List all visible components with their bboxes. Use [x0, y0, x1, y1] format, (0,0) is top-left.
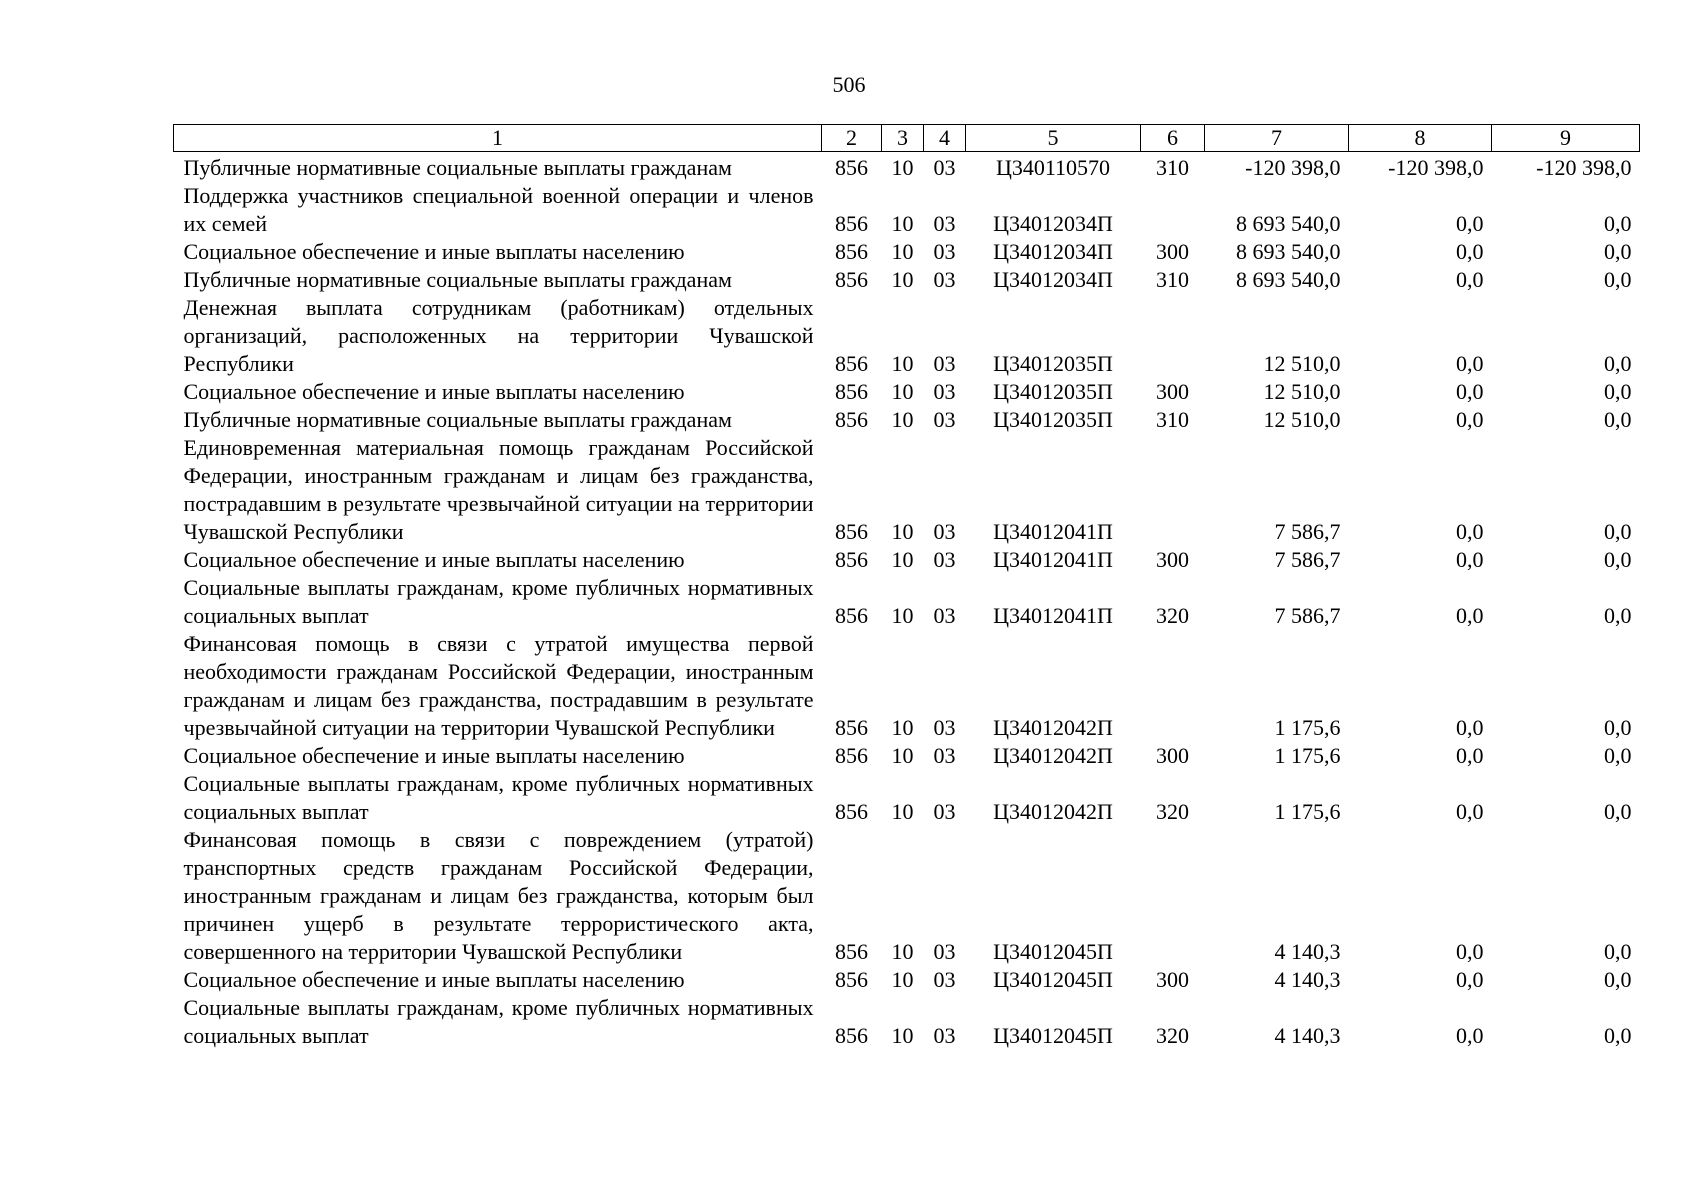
row-col-6: 320 [1156, 799, 1189, 824]
table-row [174, 266, 1640, 294]
budget-table [173, 124, 1640, 1050]
row-col-5: Ц34012035П [993, 379, 1113, 404]
row-col-3: 10 [891, 379, 914, 404]
table-row [174, 966, 1640, 994]
row-col-6 [1141, 826, 1205, 966]
row-col-7: 12 510,0 [1263, 407, 1341, 432]
row-col-7: 12 510,0 [1263, 379, 1341, 404]
row-col-6: 320 [1156, 603, 1189, 628]
row-col-8: 0,0 [1456, 407, 1484, 432]
row-col-8: 0,0 [1456, 379, 1484, 404]
row-col-9: 0,0 [1604, 939, 1632, 964]
row-col-9: 0,0 [1604, 547, 1632, 572]
row-col-3: 10 [891, 743, 914, 768]
row-col-5: Ц34012034П [993, 267, 1113, 292]
row-col-8: 0,0 [1456, 519, 1484, 544]
row-col-6: 300 [1156, 967, 1189, 992]
row-col-5: Ц34012041П [993, 603, 1113, 628]
row-name: Социальные выплаты гражданам, кроме публичных нормативных социальных выплат [183, 995, 814, 1048]
row-col-2: 856 [835, 407, 868, 432]
row-col-3: 10 [891, 211, 914, 236]
row-col-4: 03 [933, 1023, 956, 1048]
row-col-9: 0,0 [1604, 211, 1632, 236]
table-row [174, 238, 1640, 266]
row-col-2: 856 [835, 1023, 868, 1048]
row-col-7: 4 140,3 [1274, 939, 1341, 964]
column-header-4: 4 [924, 125, 966, 152]
row-col-3: 10 [891, 939, 914, 964]
row-col-8: 0,0 [1456, 799, 1484, 824]
row-col-2: 856 [835, 267, 868, 292]
row-col-4: 03 [933, 603, 956, 628]
row-col-9: 0,0 [1604, 603, 1632, 628]
row-col-2: 856 [835, 603, 868, 628]
row-col-3: 10 [891, 603, 914, 628]
row-name: Публичные нормативные социальные выплаты гражданам [183, 407, 732, 432]
row-name: Публичные нормативные социальные выплаты гражданам [183, 267, 732, 292]
row-col-8: 0,0 [1456, 715, 1484, 740]
table-row [174, 434, 1640, 546]
row-col-8: 0,0 [1456, 267, 1484, 292]
row-col-2: 856 [835, 379, 868, 404]
row-name: Единовременная материальная помощь гражданам Российской Федерации, иностранным гражданам и лицам без гражданства, пострадавшим в результате чрезвычайной ситуации на территории Чувашской Республики [183, 435, 814, 544]
row-name: Денежная выплата сотрудникам (работникам) отдельных организаций, расположенных на территории Чувашской Республики [183, 295, 814, 376]
row-col-6: 300 [1156, 743, 1189, 768]
table-row [174, 182, 1640, 238]
row-col-7: 7 586,7 [1274, 519, 1341, 544]
column-header-7: 7 [1205, 125, 1349, 152]
row-col-4: 03 [933, 239, 956, 264]
row-col-5: Ц34012042П [993, 743, 1113, 768]
column-header-6: 6 [1141, 125, 1205, 152]
row-col-5: Ц34012045П [993, 1023, 1113, 1048]
table-row [174, 378, 1640, 406]
row-col-8: 0,0 [1456, 1023, 1484, 1048]
column-header-8: 8 [1349, 125, 1492, 152]
row-col-8: 0,0 [1456, 351, 1484, 376]
row-col-2: 856 [835, 519, 868, 544]
row-col-4: 03 [933, 715, 956, 740]
row-col-6: 310 [1156, 155, 1189, 180]
row-name: Социальное обеспечение и иные выплаты населению [183, 379, 685, 404]
row-col-4: 03 [933, 967, 956, 992]
row-col-7: 1 175,6 [1274, 743, 1341, 768]
table-row [174, 574, 1640, 630]
row-col-5: Ц34012045П [993, 939, 1113, 964]
row-col-8: 0,0 [1456, 743, 1484, 768]
row-col-2: 856 [835, 211, 868, 236]
row-col-6: 300 [1156, 379, 1189, 404]
column-header-2: 2 [822, 125, 882, 152]
row-col-9: 0,0 [1604, 799, 1632, 824]
row-name: Социальное обеспечение и иные выплаты населению [183, 239, 685, 264]
row-col-7: 7 586,7 [1274, 547, 1341, 572]
row-col-9: -120 398,0 [1536, 155, 1632, 180]
column-number-header-row [174, 125, 1640, 152]
row-col-5: Ц34012034П [993, 239, 1113, 264]
row-col-6 [1141, 434, 1205, 546]
row-name: Социальное обеспечение и иные выплаты населению [183, 967, 685, 992]
row-col-9: 0,0 [1604, 239, 1632, 264]
row-col-9: 0,0 [1604, 743, 1632, 768]
row-col-9: 0,0 [1604, 967, 1632, 992]
row-col-5: Ц34012042П [993, 799, 1113, 824]
table-row [174, 406, 1640, 434]
row-col-8: 0,0 [1456, 239, 1484, 264]
row-col-3: 10 [891, 967, 914, 992]
row-col-4: 03 [933, 211, 956, 236]
row-col-7: 7 586,7 [1274, 603, 1341, 628]
row-col-7: 1 175,6 [1274, 799, 1341, 824]
row-col-2: 856 [835, 351, 868, 376]
row-col-4: 03 [933, 799, 956, 824]
column-header-1: 1 [174, 125, 822, 152]
row-col-8: 0,0 [1456, 967, 1484, 992]
row-col-7: 4 140,3 [1274, 967, 1341, 992]
row-col-5: Ц34012045П [993, 967, 1113, 992]
table-row [174, 546, 1640, 574]
row-col-3: 10 [891, 267, 914, 292]
row-col-6: 310 [1156, 267, 1189, 292]
table-row [174, 994, 1640, 1050]
row-col-4: 03 [933, 351, 956, 376]
row-col-5: Ц34012035П [993, 351, 1113, 376]
row-col-5: Ц34012034П [993, 211, 1113, 236]
page-number: 506 [832, 72, 866, 97]
table-row [174, 826, 1640, 966]
row-name: Социальное обеспечение и иные выплаты населению [183, 743, 685, 768]
row-col-5: Ц34012041П [993, 519, 1113, 544]
table-row [174, 742, 1640, 770]
row-col-2: 856 [835, 939, 868, 964]
row-col-4: 03 [933, 939, 956, 964]
row-col-6 [1141, 630, 1205, 742]
row-col-2: 856 [835, 967, 868, 992]
row-col-5: Ц340110570 [995, 155, 1111, 180]
row-col-4: 03 [933, 267, 956, 292]
row-col-3: 10 [891, 155, 914, 180]
row-col-7: 4 140,3 [1274, 1023, 1341, 1048]
row-name: Публичные нормативные социальные выплаты гражданам [183, 155, 732, 180]
table-row [174, 770, 1640, 826]
row-col-9: 0,0 [1604, 351, 1632, 376]
row-col-2: 856 [835, 799, 868, 824]
row-col-6: 300 [1156, 239, 1189, 264]
row-name: Социальные выплаты гражданам, кроме публичных нормативных социальных выплат [183, 771, 814, 824]
row-col-8: 0,0 [1456, 939, 1484, 964]
row-col-2: 856 [835, 715, 868, 740]
row-col-9: 0,0 [1604, 1023, 1632, 1048]
row-col-9: 0,0 [1604, 267, 1632, 292]
row-col-5: Ц34012041П [993, 547, 1113, 572]
row-col-5: Ц34012042П [993, 715, 1113, 740]
row-col-8: 0,0 [1456, 547, 1484, 572]
row-col-3: 10 [891, 519, 914, 544]
row-col-6 [1141, 182, 1205, 238]
row-col-7: -120 398,0 [1245, 155, 1341, 180]
row-col-2: 856 [835, 743, 868, 768]
row-col-8: -120 398,0 [1388, 155, 1484, 180]
table-body [174, 152, 1640, 1051]
row-col-4: 03 [933, 407, 956, 432]
row-col-3: 10 [891, 1023, 914, 1048]
row-col-9: 0,0 [1604, 379, 1632, 404]
row-col-3: 10 [891, 799, 914, 824]
row-col-8: 0,0 [1456, 211, 1484, 236]
row-col-4: 03 [933, 519, 956, 544]
row-col-6 [1141, 294, 1205, 378]
row-name: Финансовая помощь в связи с утратой имущества первой необходимости гражданам Российской Федерации, иностранным гражданам и лицам без гражданства, пострадавшим в результате чрезвычайной ситуации на территории Чувашской Республики [183, 631, 814, 740]
row-col-2: 856 [835, 547, 868, 572]
row-col-5: Ц34012035П [993, 407, 1113, 432]
row-col-9: 0,0 [1604, 715, 1632, 740]
table-row [174, 630, 1640, 742]
row-col-4: 03 [933, 743, 956, 768]
row-name: Финансовая помощь в связи с повреждением (утратой) транспортных средств гражданам Российской Федерации, иностранным гражданам и лицам без гражданства, которым был причинен ущерб в результате террористического акта, совершенного на территории Чувашской Республики [183, 827, 814, 964]
table-row [174, 152, 1640, 183]
row-col-3: 10 [891, 239, 914, 264]
row-col-4: 03 [933, 379, 956, 404]
row-col-6: 300 [1156, 547, 1189, 572]
row-col-9: 0,0 [1604, 519, 1632, 544]
row-col-6: 310 [1156, 407, 1189, 432]
row-col-7: 8 693 540,0 [1236, 211, 1341, 236]
row-name: Социальные выплаты гражданам, кроме публичных нормативных социальных выплат [183, 575, 814, 628]
row-col-4: 03 [933, 155, 956, 180]
row-col-9: 0,0 [1604, 407, 1632, 432]
row-col-7: 8 693 540,0 [1236, 267, 1341, 292]
row-col-7: 1 175,6 [1274, 715, 1341, 740]
row-col-2: 856 [835, 239, 868, 264]
row-col-7: 12 510,0 [1263, 351, 1341, 376]
column-header-3: 3 [882, 125, 924, 152]
row-col-3: 10 [891, 547, 914, 572]
row-col-7: 8 693 540,0 [1236, 239, 1341, 264]
column-header-5: 5 [966, 125, 1141, 152]
row-col-3: 10 [891, 715, 914, 740]
row-col-4: 03 [933, 547, 956, 572]
row-name: Поддержка участников специальной военной операции и членов их семей [183, 183, 814, 236]
row-col-2: 856 [835, 155, 868, 180]
row-col-3: 10 [891, 351, 914, 376]
row-col-8: 0,0 [1456, 603, 1484, 628]
row-col-3: 10 [891, 407, 914, 432]
column-header-9: 9 [1492, 125, 1640, 152]
table-row [174, 294, 1640, 378]
row-col-6: 320 [1156, 1023, 1189, 1048]
row-name: Социальное обеспечение и иные выплаты населению [183, 547, 685, 572]
